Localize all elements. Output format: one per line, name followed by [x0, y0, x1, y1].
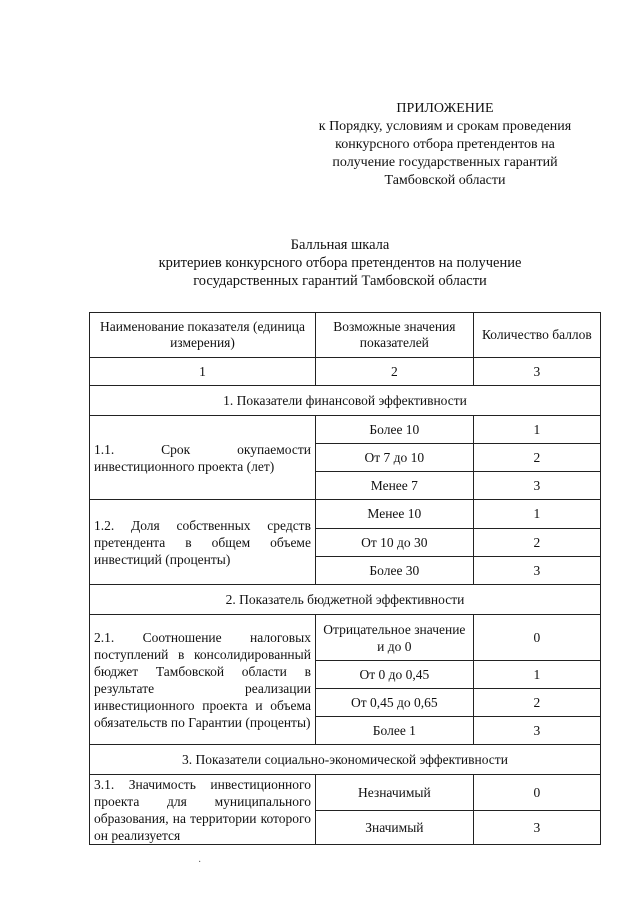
score-cell: 1: [473, 416, 600, 444]
section-row: [90, 745, 601, 775]
section-title: 3. Показатели социально-экономической эффективности: [90, 745, 601, 775]
score-cell: 0: [473, 775, 600, 811]
criteria-table: [89, 312, 601, 845]
score-cell: 3: [473, 472, 600, 500]
value-cell: Менее 7: [315, 472, 473, 500]
section-row: [90, 585, 601, 615]
score-cell: 2: [473, 529, 600, 557]
value-cell: Более 10: [315, 416, 473, 444]
value-cell: Менее 10: [315, 500, 473, 529]
appendix-line: получение государственных гарантий: [332, 155, 558, 170]
value-cell: Более 30: [315, 557, 473, 585]
value-cell: От 10 до 30: [315, 529, 473, 557]
column-number: 3: [473, 358, 600, 386]
section-row: [90, 386, 601, 416]
section-title: 2. Показатель бюджетной эффективности: [90, 585, 601, 615]
table-row: [90, 775, 601, 811]
table-row: [90, 500, 601, 529]
header-possible-values: Возможные значения показателей: [315, 313, 473, 358]
header-indicator-name: Наименование показателя (единица измерения): [90, 313, 316, 358]
indicator-name: 3.1. Значимость инвестиционного проекта для муниципального образования, на территории которого он реализуется: [90, 775, 316, 845]
appendix-block: [300, 100, 590, 190]
score-cell: 3: [473, 811, 600, 845]
column-number: 1: [90, 358, 316, 386]
value-cell: От 0,45 до 0,65: [315, 689, 473, 717]
score-cell: 1: [473, 661, 600, 689]
value-cell: Значимый: [315, 811, 473, 845]
column-number-row: [90, 358, 601, 386]
title-line: Балльная шкала: [290, 237, 390, 253]
scan-mark: ·: [198, 857, 202, 868]
value-cell: Отрицательное значение и до 0: [315, 615, 473, 661]
indicator-name: 2.1. Соотношение налоговых поступлений в консолидированный бюджет Тамбовской области в результате реализации инвестиционного проекта и объема обязательств по Гарантии (проценты): [90, 615, 316, 745]
indicator-name: 1.2. Доля собственных средств претендента в общем объеме инвестиций (проценты): [90, 500, 316, 585]
score-cell: 0: [473, 615, 600, 661]
appendix-line: к Порядку, условиям и срокам проведения: [318, 119, 572, 134]
section-title: 1. Показатели финансовой эффективности: [90, 386, 601, 416]
title-line: государственных гарантий Тамбовской области: [193, 273, 487, 289]
appendix-line: Тамбовской области: [384, 173, 506, 188]
column-number: 2: [315, 358, 473, 386]
document-title: [120, 236, 560, 290]
table-row: [90, 416, 601, 444]
appendix-heading: ПРИЛОЖЕНИЕ: [396, 101, 494, 116]
title-line: критериев конкурсного отбора претендентов на получение: [158, 255, 522, 271]
table-header-row: [90, 313, 601, 358]
table-row: [90, 615, 601, 661]
score-cell: 3: [473, 717, 600, 745]
score-cell: 3: [473, 557, 600, 585]
score-cell: 1: [473, 500, 600, 529]
value-cell: Более 1: [315, 717, 473, 745]
value-cell: Незначимый: [315, 775, 473, 811]
score-cell: 2: [473, 689, 600, 717]
score-cell: 2: [473, 444, 600, 472]
value-cell: От 0 до 0,45: [315, 661, 473, 689]
value-cell: От 7 до 10: [315, 444, 473, 472]
header-score: Количество баллов: [473, 313, 600, 358]
indicator-name: 1.1. Срок окупаемости инвестиционного проекта (лет): [90, 416, 316, 500]
appendix-line: конкурсного отбора претендентов на: [335, 137, 555, 152]
